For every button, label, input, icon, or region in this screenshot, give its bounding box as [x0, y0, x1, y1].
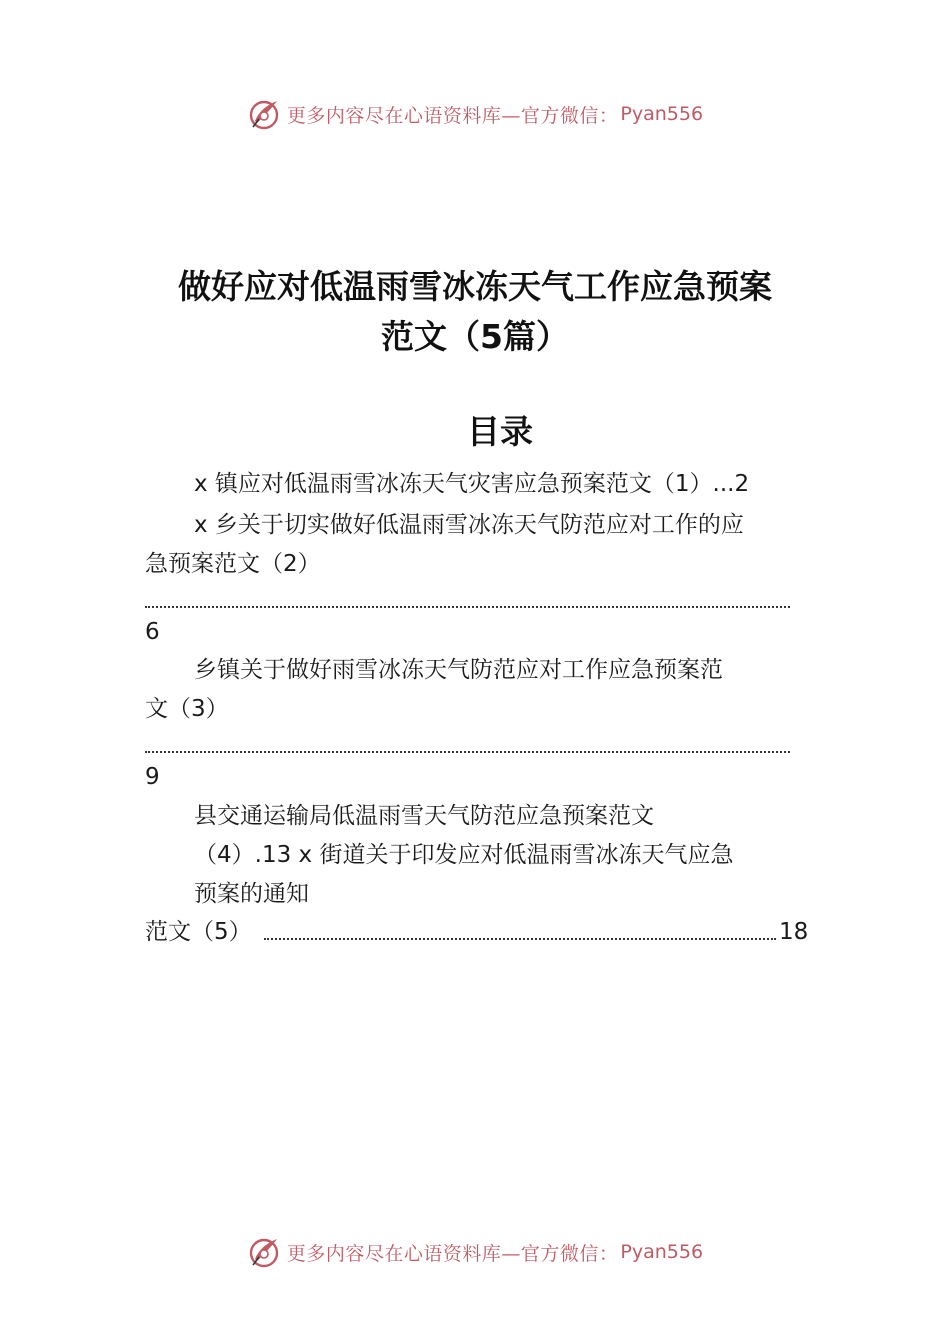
footer-banner — [0, 1232, 950, 1272]
toc-leader-dots — [145, 600, 790, 608]
toc-entry-3-page[interactable]: 9 — [145, 764, 160, 790]
toc-entry-1[interactable]: x 镇应对低温雨雪冰冻天气灾害应急预案范文（1）...2 — [194, 471, 750, 497]
toc-entry-2-line-1[interactable]: x 乡关于切实做好低温雨雪冰冻天气防范应对工作的应 — [194, 512, 744, 538]
toc-heading: 目录 — [467, 412, 533, 451]
toc-entry-2-page[interactable]: 6 — [145, 619, 160, 645]
toc-leader-dots — [145, 745, 790, 753]
banner-text: 更多内容尽在心语资料库—官方微信： — [286, 104, 619, 127]
toc-entry-4-line-2[interactable]: （4）.13 x 街道关于印发应对低温雨雪冰冻天气应急 — [194, 842, 734, 868]
toc-entry-5-label[interactable]: 范文（5） — [145, 919, 252, 945]
toc-entry-4-line-3[interactable]: 预案的通知 — [194, 881, 309, 907]
toc-entry-4-line-1[interactable]: 县交通运输局低温雨雪天气防范应急预案范文 — [194, 803, 654, 829]
toc-entry-5-page[interactable]: 18 — [779, 919, 809, 945]
banner-wechat-id: Pyan556 — [620, 103, 704, 125]
banner-wechat-id: Pyan556 — [620, 1241, 704, 1263]
document-title-line-2: 范文（5篇） — [381, 317, 569, 356]
toc-entry-2-line-2[interactable]: 急预案范文（2） — [145, 551, 321, 577]
toc-entry-3-line-2[interactable]: 文（3） — [145, 696, 229, 722]
document-title-line-1: 做好应对低温雨雪冰冻天气工作应急预案 — [178, 267, 772, 306]
header-banner — [0, 94, 950, 134]
banner-text: 更多内容尽在心语资料库—官方微信： — [286, 1242, 619, 1265]
toc-entry-3-line-1[interactable]: 乡镇关于做好雨雪冰冻天气防范应对工作应急预案范 — [194, 657, 723, 683]
document-title — [140, 262, 810, 362]
toc-leader-dots — [264, 932, 776, 940]
quill-logo-icon — [247, 97, 281, 131]
quill-logo-icon — [247, 1235, 281, 1269]
